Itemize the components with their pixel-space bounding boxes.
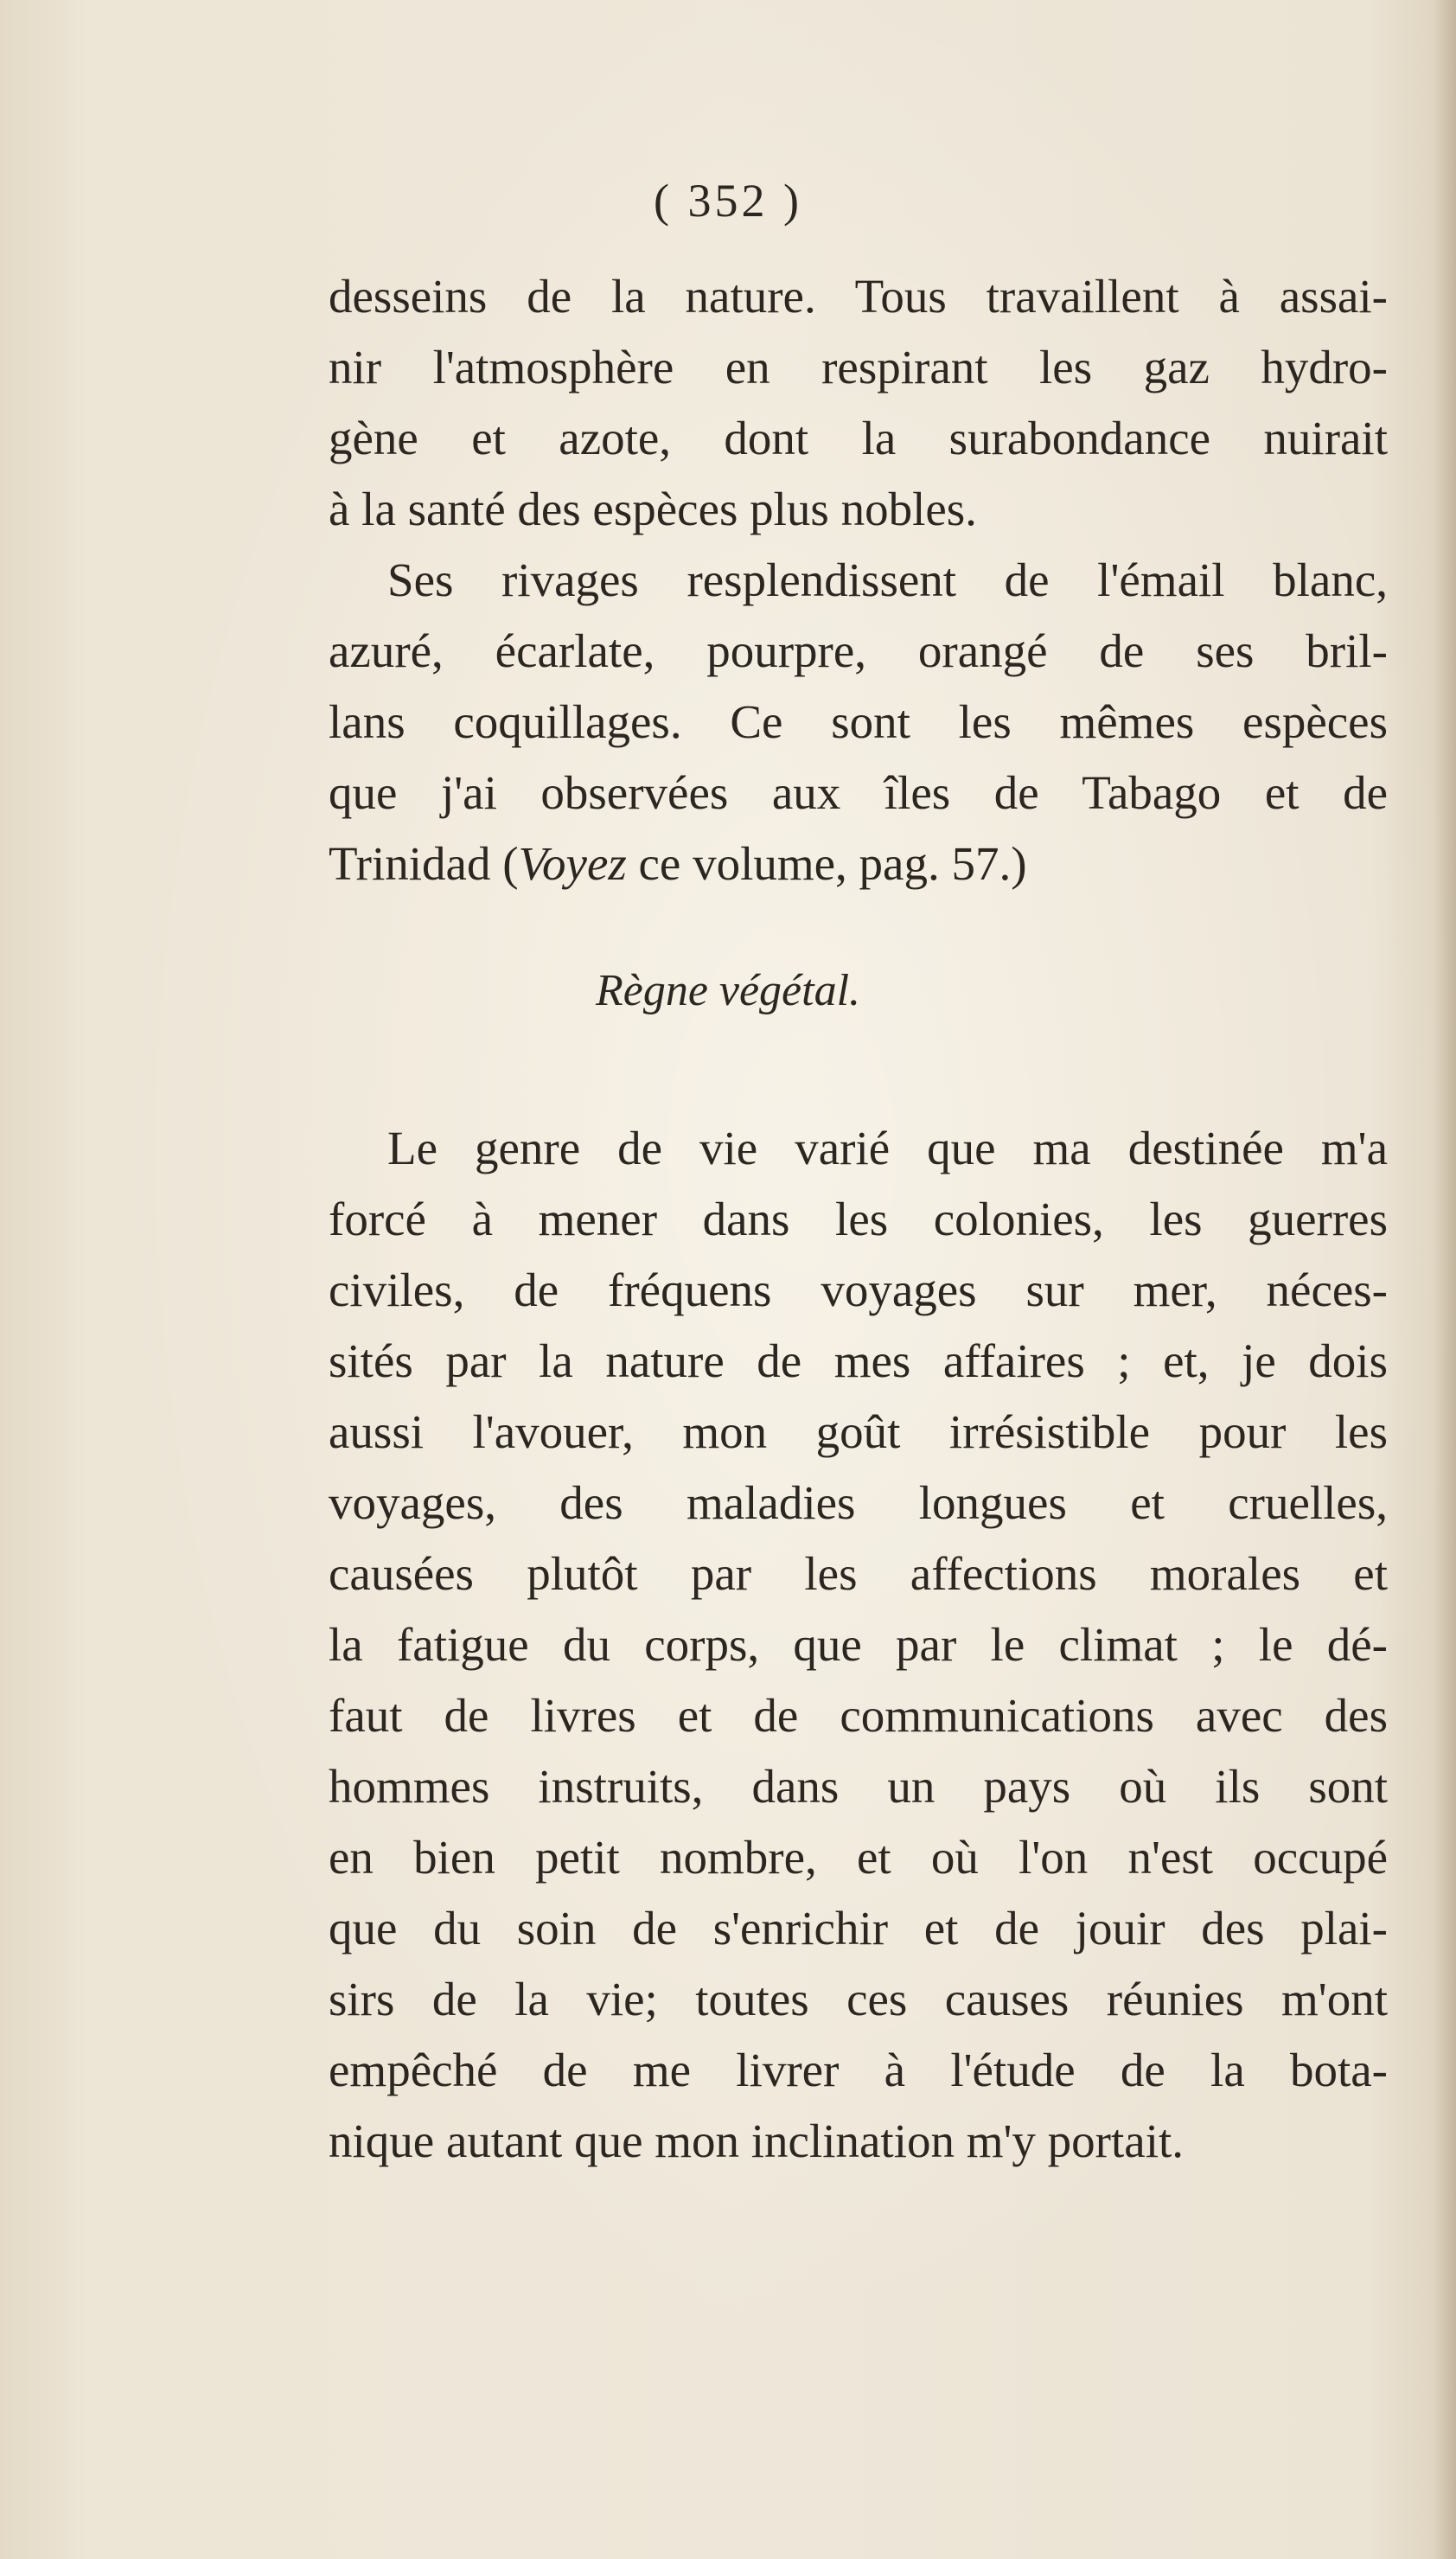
text-line: en bien petit nombre, et où l'on n'est occupé [329, 1831, 1388, 1884]
text-line: sités par la nature de mes affaires ; et, je dois [329, 1334, 1388, 1387]
text-line: civiles, de fréquens voyages sur mer, néces- [329, 1264, 1388, 1316]
text-line: que du soin de s'enrichir et de jouir des plai- [329, 1902, 1388, 1954]
paragraph-genre-de-vie [329, 1113, 1388, 2177]
paragraph-continued [329, 261, 1388, 545]
text-line: lans coquillages. Ce sont les mêmes espèces [329, 695, 1388, 748]
text-line: gène et azote, dont la surabondance nuirait [329, 412, 1388, 464]
text-line: forcé à mener dans les colonies, les guerres [329, 1193, 1388, 1245]
reference-suffix: ce volume, pag. 57.) [626, 837, 1027, 890]
text-line: empêché de me livrer à l'étude de la bota- [329, 2044, 1388, 2096]
text-line: hommes instruits, dans un pays où ils sont [329, 1760, 1388, 1813]
section-heading: Règne végétal. [595, 966, 861, 1015]
text-line: à la santé des espèces plus nobles. [329, 483, 977, 535]
text-line: nique autant que mon inclination m'y portait. [329, 2114, 1185, 2167]
text-line: que j'ai observées aux îles de Tabago et de [329, 766, 1388, 819]
text-line: la fatigue du corps, que par le climat ; le dé- [329, 1618, 1388, 1671]
page-edge-shadow [1434, 0, 1456, 2559]
text-line: sirs de la vie; toutes ces causes réunies m'ont [329, 1973, 1388, 2025]
text-line: faut de livres et de communications avec des [329, 1689, 1388, 1742]
text-line: nir l'atmosphère en respirant les gaz hydro- [329, 341, 1388, 393]
text-line: Ses rivages resplendissent de l'émail blanc, [387, 553, 1388, 606]
text-line: desseins de la nature. Tous travaillent à assai- [329, 270, 1388, 323]
reference-italic: Voyez [518, 837, 627, 890]
text-line: aussi l'avouer, mon goût irrésistible pour les [329, 1405, 1388, 1458]
text-line-reference [329, 828, 1388, 899]
page-number: ( 352 ) [654, 175, 802, 227]
reference-prefix: Trinidad ( [329, 837, 519, 890]
text-line: Le genre de vie varié que ma destinée m'a [387, 1122, 1388, 1174]
text-line: causées plutôt par les affections morales et [329, 1547, 1388, 1600]
text-line: voyages, des maladies longues et cruelles, [329, 1476, 1388, 1529]
paragraph-rivages [329, 545, 1388, 899]
text-line: azuré, écarlate, pourpre, orangé de ses bril- [329, 624, 1388, 677]
